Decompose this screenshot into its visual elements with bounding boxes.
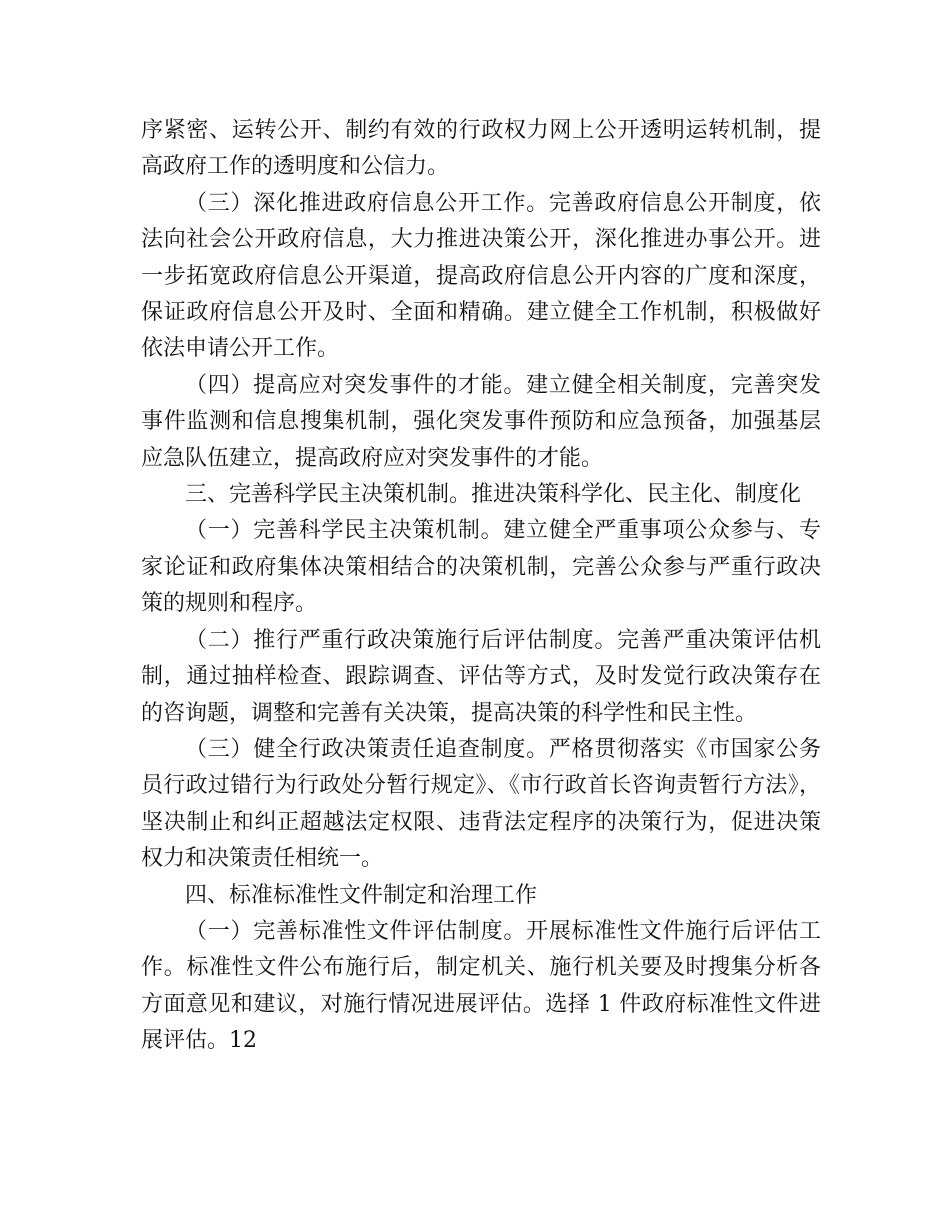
document-body bbox=[141, 113, 821, 1060]
paragraph-9: （一）完善标准性文件评估制度。开展标准性文件施行后评估工作。标准性文件公布施行后，制定机关、施行机关要及时搜集分析各方面意见和建议，对施行情况进展评估。选择 1 件政府标准性文件进展评估。12 bbox=[141, 918, 821, 1054]
paragraph-3: （四）提高应对突发事件的才能。建立健全相关制度，完善突发事件监测和信息搜集机制，强化突发事件预防和应急预备，加强基层应急队伍建立，提高政府应对突发事件的才能。 bbox=[141, 372, 821, 471]
paragraph-6: （二）推行严重行政决策施行后评估制度。完善严重决策评估机制，通过抽样检查、跟踪调查、评估等方式，及时发觉行政决策存在的咨询题，调整和完善有关决策，提高决策的科学性和民主性。 bbox=[141, 627, 821, 726]
paragraph-1: 序紧密、运转公开、制约有效的行政权力网上公开透明运转机制，提高政府工作的透明度和公信力。 bbox=[141, 118, 821, 180]
paragraph-5: （一）完善科学民主决策机制。建立健全严重事项公众参与、专家论证和政府集体决策相结合的决策机制，完善公众参与严重行政决策的规则和程序。 bbox=[141, 518, 821, 617]
section-heading-3: 三、完善科学民主决策机制。推进决策科学化、民主化、制度化 bbox=[185, 482, 802, 508]
section-heading-4: 四、标准标准性文件制定和治理工作 bbox=[185, 882, 538, 908]
paragraph-2: （三）深化推进政府信息公开工作。完善政府信息公开制度，依法向社会公开政府信息，大力推进决策公开，深化推进办事公开。进一步拓宽政府信息公开渠道，提高政府信息公开内容的广度和深度，保证政府信息公开及时、全面和精确。建立健全工作机制，积极做好依法申请公开工作。 bbox=[141, 190, 821, 362]
paragraph-7: （三）健全行政决策责任追查制度。严格贯彻落实《市国家公务员行政过错行为行政处分暂行规定》、《市行政首长咨询责暂行方法》，坚决制止和纠正超越法定权限、违背法定程序的决策行为，促进决策权力和决策责任相统一。 bbox=[141, 736, 821, 872]
